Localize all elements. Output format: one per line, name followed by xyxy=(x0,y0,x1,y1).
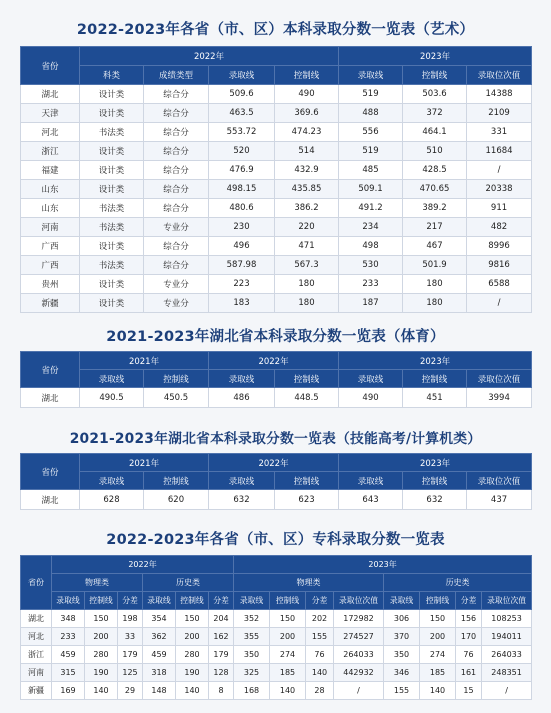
pe-header-control-2021: 控制线 xyxy=(144,370,209,388)
vc-cell-value: 125 xyxy=(118,664,143,682)
art-cell-admit-2022: 223 xyxy=(209,275,275,294)
art-cell-province: 福建 xyxy=(21,161,80,180)
pe-admit-2022: 486 xyxy=(209,388,275,408)
vc-cell-value: 76 xyxy=(456,646,482,664)
vc-cell-value: 140 xyxy=(176,682,209,700)
art-cell-admit-2022: 476.9 xyxy=(209,161,275,180)
art-cell-control-2023: 372 xyxy=(403,104,467,123)
vc-cell-value: 274 xyxy=(420,646,456,664)
art-cell-admit-2023: 187 xyxy=(339,294,403,313)
vc-h-admit: 录取线 xyxy=(384,592,420,610)
art-cell-province: 山东 xyxy=(21,199,80,218)
art-cell-admit-2023: 488 xyxy=(339,104,403,123)
vc-cell-value: 325 xyxy=(234,664,270,682)
vc-cell-value: 150 xyxy=(420,610,456,628)
header-year-2022: 2022年 xyxy=(80,47,339,66)
header-subject: 科类 xyxy=(80,66,144,85)
vc-cell-value: 198 xyxy=(118,610,143,628)
table-row xyxy=(21,256,532,275)
vc-cell-value: 274 xyxy=(270,646,306,664)
vc-h-rank: 录取位次值 xyxy=(482,592,532,610)
art-cell-subject: 设计类 xyxy=(80,161,144,180)
table-row xyxy=(21,294,532,313)
vc-cell-value: 140 xyxy=(306,664,334,682)
art-cell-admit-2022: 498.15 xyxy=(209,180,275,199)
art-cell-admit-2023: 498 xyxy=(339,237,403,256)
art-cell-control-2023: 503.6 xyxy=(403,85,467,104)
vc-cell-value: 264033 xyxy=(334,646,384,664)
table-row xyxy=(21,161,532,180)
art-cell-subject: 设计类 xyxy=(80,180,144,199)
header-control-2022: 控制线 xyxy=(275,66,339,85)
vc-h-admit: 录取线 xyxy=(234,592,270,610)
vc-cell-value: 200 xyxy=(420,628,456,646)
vc-cell-value: 200 xyxy=(85,628,118,646)
pe-header-province: 省份 xyxy=(21,352,80,388)
art-cell-subject: 设计类 xyxy=(80,104,144,123)
vc-cell-value: 155 xyxy=(306,628,334,646)
art-cell-admit-2023: 233 xyxy=(339,275,403,294)
table-row xyxy=(21,104,532,123)
vc-h-diff: 分差 xyxy=(306,592,334,610)
vc-header-year-2023: 2023年 xyxy=(234,556,532,574)
art-cell-control-2023: 217 xyxy=(403,218,467,237)
pe-rank-2023: 3994 xyxy=(467,388,532,408)
art-cell-subject: 书法类 xyxy=(80,256,144,275)
art-cell-control-2023: 428.5 xyxy=(403,161,467,180)
art-table xyxy=(20,46,532,313)
art-cell-control-2022: 386.2 xyxy=(275,199,339,218)
vc-cell-value: 168 xyxy=(234,682,270,700)
art-table-title: 2022-2023年各省（市、区）本科录取分数一览表（艺术） xyxy=(76,22,475,38)
art-cell-rank-2023: 14388 xyxy=(467,85,532,104)
art-cell-admit-2023: 485 xyxy=(339,161,403,180)
pe-header-year-2023: 2023年 xyxy=(339,352,532,370)
vc-cell-value: 346 xyxy=(384,664,420,682)
vc-cell-value: 148 xyxy=(143,682,176,700)
vc-cell-province: 湖北 xyxy=(21,610,52,628)
art-cell-province: 广西 xyxy=(21,256,80,275)
cs-header-year-2021: 2021年 xyxy=(80,454,209,472)
art-cell-rank-2023: / xyxy=(467,294,532,313)
vc-cell-value: 33 xyxy=(118,628,143,646)
art-cell-score-type: 综合分 xyxy=(144,237,209,256)
table-row xyxy=(21,142,532,161)
vc-cell-value: 128 xyxy=(209,664,234,682)
table-row xyxy=(21,682,532,700)
vc-h-diff: 分差 xyxy=(456,592,482,610)
art-cell-rank-2023: 20338 xyxy=(467,180,532,199)
vc-cell-value: 156 xyxy=(456,610,482,628)
table-row xyxy=(21,646,532,664)
art-cell-province: 河北 xyxy=(21,123,80,142)
cs-header-admit-2021: 录取线 xyxy=(80,472,144,490)
art-cell-rank-2023: 9816 xyxy=(467,256,532,275)
table-row xyxy=(21,388,532,408)
pe-control-2023: 451 xyxy=(403,388,467,408)
vc-cell-value: 274527 xyxy=(334,628,384,646)
art-cell-control-2022: 490 xyxy=(275,85,339,104)
vc-header-history-2022: 历史类 xyxy=(143,574,234,592)
art-cell-control-2023: 470.65 xyxy=(403,180,467,199)
vc-cell-value: 150 xyxy=(270,610,306,628)
cs-control-2022: 623 xyxy=(275,490,339,510)
art-cell-subject: 设计类 xyxy=(80,294,144,313)
art-cell-score-type: 专业分 xyxy=(144,275,209,294)
art-cell-subject: 设计类 xyxy=(80,85,144,104)
cs-table-title: 2021-2023年湖北省本科录取分数一览表（技能高考/计算机类） xyxy=(69,431,482,447)
vc-cell-value: 28 xyxy=(306,682,334,700)
vc-h-control: 控制线 xyxy=(420,592,456,610)
art-cell-admit-2022: 480.6 xyxy=(209,199,275,218)
vc-cell-value: 204 xyxy=(209,610,234,628)
cs-header-admit-2022: 录取线 xyxy=(209,472,275,490)
art-cell-admit-2022: 509.6 xyxy=(209,85,275,104)
art-cell-score-type: 专业分 xyxy=(144,294,209,313)
art-cell-control-2023: 180 xyxy=(403,275,467,294)
art-cell-rank-2023: 331 xyxy=(467,123,532,142)
art-cell-province: 新疆 xyxy=(21,294,80,313)
vc-cell-value: / xyxy=(482,682,532,700)
vc-cell-value: 318 xyxy=(143,664,176,682)
vc-cell-value: 162 xyxy=(209,628,234,646)
art-cell-score-type: 综合分 xyxy=(144,142,209,161)
cs-header-control-2022: 控制线 xyxy=(275,472,339,490)
vc-cell-value: 354 xyxy=(143,610,176,628)
art-cell-subject: 书法类 xyxy=(80,199,144,218)
vc-cell-value: 350 xyxy=(234,646,270,664)
art-cell-control-2022: 435.85 xyxy=(275,180,339,199)
vc-cell-value: / xyxy=(334,682,384,700)
art-cell-rank-2023: 2109 xyxy=(467,104,532,123)
table-row xyxy=(21,180,532,199)
vc-header-province: 省份 xyxy=(21,556,52,610)
art-cell-province: 山东 xyxy=(21,180,80,199)
art-cell-control-2022: 514 xyxy=(275,142,339,161)
art-cell-control-2022: 432.9 xyxy=(275,161,339,180)
vc-cell-value: 140 xyxy=(420,682,456,700)
cs-header-rank-2023: 录取位次值 xyxy=(467,472,532,490)
cs-header-year-2023: 2023年 xyxy=(339,454,532,472)
vc-cell-value: 315 xyxy=(52,664,85,682)
pe-control-2021: 450.5 xyxy=(144,388,209,408)
art-cell-score-type: 专业分 xyxy=(144,218,209,237)
art-cell-control-2023: 467 xyxy=(403,237,467,256)
vc-cell-province: 河北 xyxy=(21,628,52,646)
cs-header-control-2021: 控制线 xyxy=(144,472,209,490)
cs-header-province: 省份 xyxy=(21,454,80,490)
vc-cell-value: 190 xyxy=(176,664,209,682)
pe-header-admit-2023: 录取线 xyxy=(339,370,403,388)
table-row xyxy=(21,85,532,104)
table-row xyxy=(21,199,532,218)
art-cell-admit-2023: 519 xyxy=(339,85,403,104)
header-rank-2023: 录取位次值 xyxy=(467,66,532,85)
vc-cell-province: 浙江 xyxy=(21,646,52,664)
header-control-2023: 控制线 xyxy=(403,66,467,85)
cs-province: 湖北 xyxy=(21,490,80,510)
pe-header-admit-2022: 录取线 xyxy=(209,370,275,388)
vocational-section xyxy=(20,528,531,700)
vc-cell-value: 355 xyxy=(234,628,270,646)
art-cell-subject: 书法类 xyxy=(80,123,144,142)
vc-cell-value: 280 xyxy=(85,646,118,664)
art-cell-score-type: 综合分 xyxy=(144,180,209,199)
vc-cell-value: 185 xyxy=(270,664,306,682)
art-cell-rank-2023: 11684 xyxy=(467,142,532,161)
vc-cell-value: 179 xyxy=(209,646,234,664)
vc-cell-value: 306 xyxy=(384,610,420,628)
vc-cell-value: 200 xyxy=(270,628,306,646)
vc-h-admit: 录取线 xyxy=(143,592,176,610)
vc-header-physics-2022: 物理类 xyxy=(52,574,143,592)
art-cell-rank-2023: / xyxy=(467,161,532,180)
vc-h-control: 控制线 xyxy=(85,592,118,610)
art-cell-province: 贵州 xyxy=(21,275,80,294)
vc-h-admit: 录取线 xyxy=(52,592,85,610)
pe-header-rank-2023: 录取位次值 xyxy=(467,370,532,388)
vc-cell-value: 350 xyxy=(384,646,420,664)
vc-h-rank: 录取位次值 xyxy=(334,592,384,610)
art-cell-admit-2023: 556 xyxy=(339,123,403,142)
vc-cell-value: 280 xyxy=(176,646,209,664)
vc-header-physics-2023: 物理类 xyxy=(234,574,384,592)
art-cell-score-type: 综合分 xyxy=(144,161,209,180)
art-cell-province: 广西 xyxy=(21,237,80,256)
pe-header-year-2021: 2021年 xyxy=(80,352,209,370)
art-cell-rank-2023: 482 xyxy=(467,218,532,237)
pe-province: 湖北 xyxy=(21,388,80,408)
header-admit-2023: 录取线 xyxy=(339,66,403,85)
vc-cell-value: 172982 xyxy=(334,610,384,628)
vc-cell-value: 200 xyxy=(176,628,209,646)
art-cell-control-2022: 471 xyxy=(275,237,339,256)
vc-cell-value: 29 xyxy=(118,682,143,700)
cs-table xyxy=(20,453,532,510)
art-cell-subject: 书法类 xyxy=(80,218,144,237)
cs-admit-2021: 628 xyxy=(80,490,144,510)
cs-header-year-2022: 2022年 xyxy=(209,454,339,472)
table-row xyxy=(21,123,532,142)
art-cell-province: 湖北 xyxy=(21,85,80,104)
vc-cell-value: 15 xyxy=(456,682,482,700)
art-cell-control-2023: 180 xyxy=(403,294,467,313)
vc-cell-value: 108253 xyxy=(482,610,532,628)
pe-header-admit-2021: 录取线 xyxy=(80,370,144,388)
art-cell-score-type: 综合分 xyxy=(144,256,209,275)
table-row xyxy=(21,237,532,256)
pe-table xyxy=(20,351,532,408)
table-row xyxy=(21,664,532,682)
art-cell-admit-2022: 587.98 xyxy=(209,256,275,275)
table-row xyxy=(21,490,532,510)
cs-admit-2023: 643 xyxy=(339,490,403,510)
vc-cell-value: 150 xyxy=(85,610,118,628)
art-cell-control-2022: 180 xyxy=(275,275,339,294)
art-cell-control-2022: 474.23 xyxy=(275,123,339,142)
art-cell-rank-2023: 911 xyxy=(467,199,532,218)
art-cell-admit-2023: 530 xyxy=(339,256,403,275)
art-cell-province: 天津 xyxy=(21,104,80,123)
art-cell-control-2022: 567.3 xyxy=(275,256,339,275)
art-cell-admit-2022: 463.5 xyxy=(209,104,275,123)
vc-cell-value: 140 xyxy=(270,682,306,700)
vc-cell-value: 348 xyxy=(52,610,85,628)
vc-cell-value: 459 xyxy=(143,646,176,664)
vc-header-history-2023: 历史类 xyxy=(384,574,532,592)
vc-cell-value: 140 xyxy=(85,682,118,700)
art-cell-rank-2023: 6588 xyxy=(467,275,532,294)
vc-cell-value: 155 xyxy=(384,682,420,700)
vc-cell-value: 352 xyxy=(234,610,270,628)
header-admit-2022: 录取线 xyxy=(209,66,275,85)
art-cell-admit-2023: 509.1 xyxy=(339,180,403,199)
vc-cell-value: 185 xyxy=(420,664,456,682)
art-cell-subject: 设计类 xyxy=(80,275,144,294)
art-cell-score-type: 综合分 xyxy=(144,85,209,104)
art-cell-control-2023: 464.1 xyxy=(403,123,467,142)
vc-cell-value: 190 xyxy=(85,664,118,682)
art-cell-province: 河南 xyxy=(21,218,80,237)
vc-cell-value: 76 xyxy=(306,646,334,664)
vc-cell-value: 179 xyxy=(118,646,143,664)
pe-header-control-2022: 控制线 xyxy=(275,370,339,388)
header-year-2023: 2023年 xyxy=(339,47,532,66)
art-cell-control-2023: 510 xyxy=(403,142,467,161)
pe-section xyxy=(20,325,531,408)
vc-h-diff: 分差 xyxy=(209,592,234,610)
vc-cell-value: 169 xyxy=(52,682,85,700)
art-cell-control-2022: 220 xyxy=(275,218,339,237)
pe-header-control-2023: 控制线 xyxy=(403,370,467,388)
art-cell-admit-2022: 520 xyxy=(209,142,275,161)
vc-cell-value: 8 xyxy=(209,682,234,700)
vc-header-year-2022: 2022年 xyxy=(52,556,234,574)
art-cell-admit-2023: 491.2 xyxy=(339,199,403,218)
vc-cell-value: 362 xyxy=(143,628,176,646)
pe-admit-2023: 490 xyxy=(339,388,403,408)
pe-admit-2021: 490.5 xyxy=(80,388,144,408)
art-cell-admit-2023: 519 xyxy=(339,142,403,161)
art-cell-province: 浙江 xyxy=(21,142,80,161)
table-row xyxy=(21,628,532,646)
art-cell-score-type: 综合分 xyxy=(144,123,209,142)
vocational-table xyxy=(20,555,532,700)
art-cell-score-type: 综合分 xyxy=(144,104,209,123)
vc-cell-value: 150 xyxy=(176,610,209,628)
table-row xyxy=(21,218,532,237)
vocational-table-title: 2022-2023年各省（市、区）专科录取分数一览表 xyxy=(106,532,445,548)
header-score-type: 成绩类型 xyxy=(144,66,209,85)
vc-cell-value: 370 xyxy=(384,628,420,646)
art-cell-subject: 设计类 xyxy=(80,237,144,256)
vc-h-diff: 分差 xyxy=(118,592,143,610)
vc-cell-value: 459 xyxy=(52,646,85,664)
cs-header-admit-2023: 录取线 xyxy=(339,472,403,490)
pe-header-year-2022: 2022年 xyxy=(209,352,339,370)
art-cell-rank-2023: 8996 xyxy=(467,237,532,256)
pe-control-2022: 448.5 xyxy=(275,388,339,408)
cs-control-2023: 632 xyxy=(403,490,467,510)
vc-cell-value: 233 xyxy=(52,628,85,646)
art-cell-control-2023: 501.9 xyxy=(403,256,467,275)
vc-h-control: 控制线 xyxy=(176,592,209,610)
vc-cell-value: 264033 xyxy=(482,646,532,664)
art-section xyxy=(20,18,531,313)
art-cell-subject: 设计类 xyxy=(80,142,144,161)
cs-header-control-2023: 控制线 xyxy=(403,472,467,490)
cs-control-2021: 620 xyxy=(144,490,209,510)
vc-cell-value: 248351 xyxy=(482,664,532,682)
art-cell-admit-2022: 230 xyxy=(209,218,275,237)
vc-cell-value: 161 xyxy=(456,664,482,682)
art-cell-score-type: 综合分 xyxy=(144,199,209,218)
vc-cell-value: 170 xyxy=(456,628,482,646)
vc-cell-value: 442932 xyxy=(334,664,384,682)
vc-cell-province: 新疆 xyxy=(21,682,52,700)
art-cell-control-2022: 180 xyxy=(275,294,339,313)
pe-table-title: 2021-2023年湖北省本科录取分数一览表（体育） xyxy=(106,329,445,345)
art-cell-control-2022: 369.6 xyxy=(275,104,339,123)
vc-cell-province: 河南 xyxy=(21,664,52,682)
header-province: 省份 xyxy=(21,47,80,85)
cs-rank-2023: 437 xyxy=(467,490,532,510)
art-cell-admit-2022: 496 xyxy=(209,237,275,256)
art-cell-admit-2022: 183 xyxy=(209,294,275,313)
vc-cell-value: 194011 xyxy=(482,628,532,646)
art-cell-control-2023: 389.2 xyxy=(403,199,467,218)
vc-cell-value: 202 xyxy=(306,610,334,628)
table-row xyxy=(21,610,532,628)
cs-section xyxy=(20,427,531,510)
art-cell-admit-2022: 553.72 xyxy=(209,123,275,142)
art-cell-admit-2023: 234 xyxy=(339,218,403,237)
table-row xyxy=(21,275,532,294)
cs-admit-2022: 632 xyxy=(209,490,275,510)
vc-h-control: 控制线 xyxy=(270,592,306,610)
